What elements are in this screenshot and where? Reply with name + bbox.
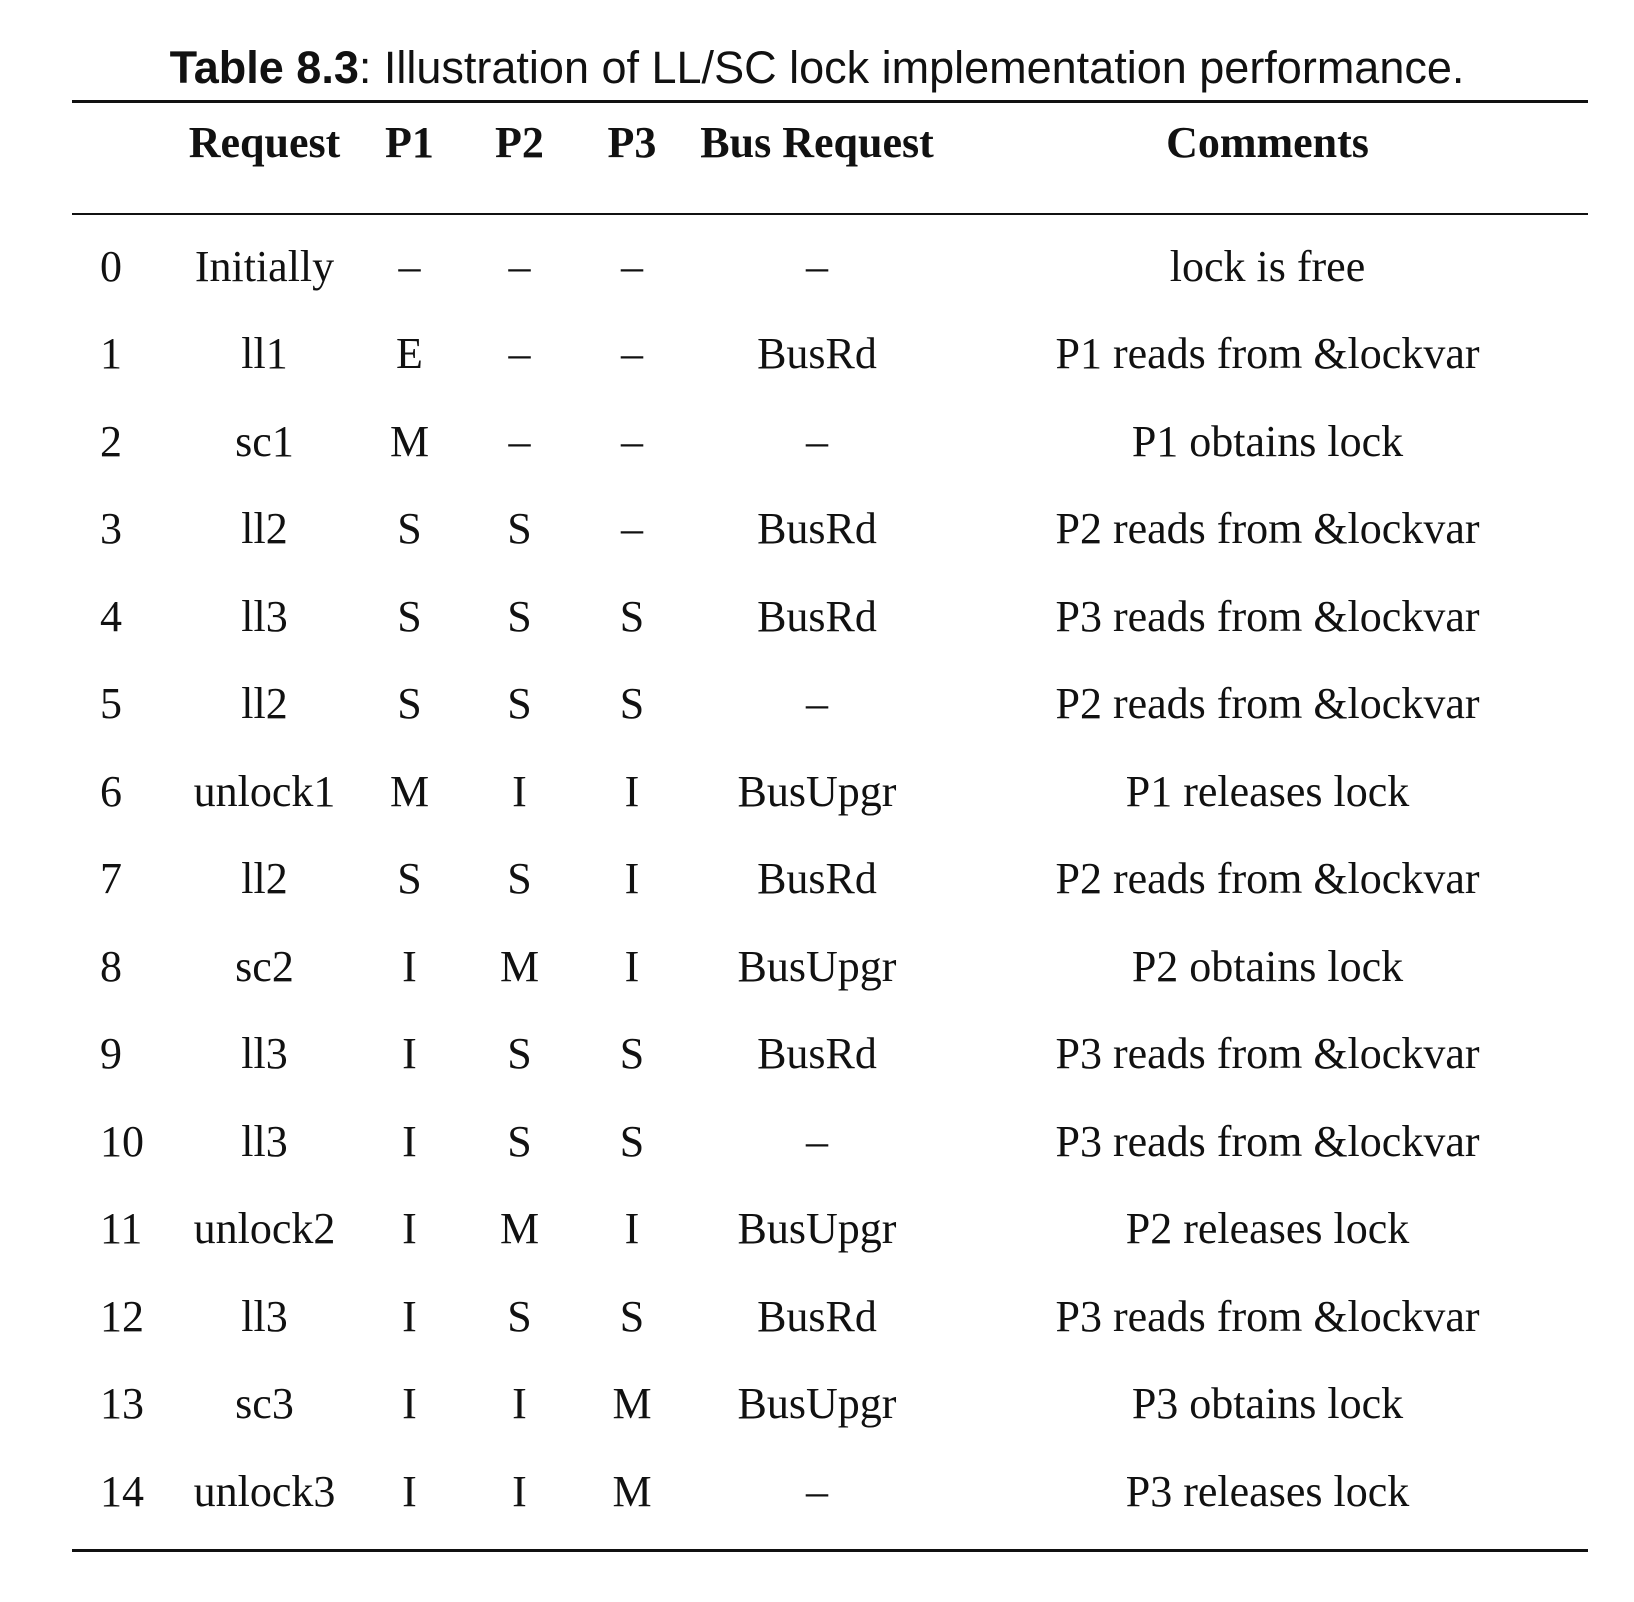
table-row bbox=[72, 311, 1588, 399]
cell-p3: S bbox=[619, 1029, 645, 1079]
cell-p2: – bbox=[508, 329, 531, 379]
table-row bbox=[72, 223, 1588, 311]
cell-p1: I bbox=[402, 1116, 417, 1166]
cell-index: 12 bbox=[100, 1291, 144, 1341]
cell-p1: M bbox=[389, 766, 430, 816]
table-row bbox=[72, 1098, 1588, 1186]
cell-comment: P3 obtains lock bbox=[1131, 1379, 1404, 1429]
cell-p3: – bbox=[621, 329, 643, 379]
header-p3: P3 bbox=[607, 118, 657, 167]
cell-p3: M bbox=[612, 1466, 652, 1516]
cell-bus-request: – bbox=[806, 241, 828, 291]
cell-p3: – bbox=[621, 241, 643, 291]
table-row bbox=[72, 1361, 1588, 1449]
cell-bus-request: – bbox=[806, 679, 828, 729]
cell-comment: P1 releases lock bbox=[1125, 766, 1410, 816]
cell-index: 5 bbox=[100, 679, 122, 729]
cell-index: 2 bbox=[100, 416, 122, 466]
cell-bus-request: BusRd bbox=[757, 591, 877, 641]
cell-p1: E bbox=[396, 329, 423, 379]
cell-p2: I bbox=[512, 1466, 527, 1516]
cell-p1: I bbox=[402, 1291, 417, 1341]
cell-comment: P3 reads from &lockvar bbox=[1055, 1291, 1480, 1341]
cell-bus-request: BusRd bbox=[757, 504, 877, 554]
cell-comment: P2 reads from &lockvar bbox=[1055, 504, 1480, 554]
table-row bbox=[72, 1186, 1588, 1274]
table-caption bbox=[0, 38, 1634, 98]
cell-request: ll2 bbox=[241, 679, 288, 729]
cell-p2: S bbox=[507, 1029, 532, 1079]
table-row bbox=[72, 1448, 1588, 1536]
cell-p3: – bbox=[621, 416, 643, 466]
header-p2: P2 bbox=[495, 118, 544, 167]
cell-request: ll2 bbox=[241, 504, 288, 554]
cell-request: ll3 bbox=[241, 1029, 288, 1079]
cell-p3: I bbox=[624, 1204, 640, 1254]
table-row bbox=[72, 661, 1588, 749]
cell-p1: – bbox=[398, 241, 421, 291]
table-row bbox=[72, 1011, 1588, 1099]
cell-index: 1 bbox=[100, 329, 122, 379]
cell-p1: M bbox=[389, 416, 430, 466]
cell-comment: P2 obtains lock bbox=[1131, 941, 1404, 991]
cell-p1: I bbox=[402, 1204, 417, 1254]
cell-comment: P3 reads from &lockvar bbox=[1055, 1116, 1480, 1166]
cell-comment: P1 obtains lock bbox=[1131, 416, 1404, 466]
cell-p2: I bbox=[512, 766, 527, 816]
lock-performance-table bbox=[72, 103, 1588, 1536]
cell-bus-request: BusUpgr bbox=[737, 1204, 897, 1254]
cell-p3: I bbox=[624, 854, 640, 904]
cell-p2: S bbox=[507, 854, 532, 904]
cell-p2: S bbox=[507, 591, 532, 641]
cell-p3: I bbox=[624, 941, 640, 991]
cell-p3: S bbox=[619, 679, 645, 729]
cell-p2: S bbox=[507, 679, 532, 729]
cell-bus-request: BusRd bbox=[757, 854, 877, 904]
header-bus-request: Bus Request bbox=[700, 118, 934, 167]
header-request: Request bbox=[188, 118, 341, 167]
cell-p1: I bbox=[402, 1466, 417, 1516]
header-p1: P1 bbox=[385, 118, 434, 167]
cell-bus-request: – bbox=[806, 1466, 828, 1516]
table-row bbox=[72, 1273, 1588, 1361]
cell-request: Initially bbox=[194, 241, 335, 291]
cell-p3: M bbox=[612, 1379, 652, 1429]
cell-comment: P2 reads from &lockvar bbox=[1055, 679, 1480, 729]
header-row bbox=[72, 103, 1588, 223]
cell-p1: I bbox=[402, 941, 417, 991]
cell-index: 13 bbox=[100, 1379, 144, 1429]
cell-comment: P2 releases lock bbox=[1125, 1204, 1410, 1254]
cell-index: 0 bbox=[100, 241, 122, 291]
table-row bbox=[72, 398, 1588, 486]
cell-request: sc2 bbox=[235, 941, 294, 991]
cell-bus-request: – bbox=[806, 1116, 828, 1166]
cell-p2: S bbox=[507, 1116, 532, 1166]
cell-bus-request: – bbox=[806, 416, 828, 466]
caption-label: Table 8.3 bbox=[169, 42, 359, 93]
cell-index: 11 bbox=[100, 1204, 143, 1254]
cell-request: ll2 bbox=[241, 854, 288, 904]
cell-p2: S bbox=[507, 1291, 532, 1341]
table-row bbox=[72, 923, 1588, 1011]
cell-p1: S bbox=[397, 854, 422, 904]
cell-request: unlock2 bbox=[193, 1204, 336, 1254]
cell-request: unlock1 bbox=[193, 766, 336, 816]
cell-comment: P2 reads from &lockvar bbox=[1055, 854, 1480, 904]
cell-p3: S bbox=[619, 591, 645, 641]
cell-p3: I bbox=[624, 766, 640, 816]
header-comments: Comments bbox=[1166, 118, 1369, 167]
cell-p2: M bbox=[499, 1204, 540, 1254]
cell-request: sc3 bbox=[235, 1379, 294, 1429]
cell-bus-request: BusUpgr bbox=[737, 1379, 897, 1429]
cell-p1: S bbox=[397, 591, 422, 641]
cell-p1: I bbox=[402, 1029, 417, 1079]
table-row bbox=[72, 748, 1588, 836]
table-row bbox=[72, 486, 1588, 574]
table-body bbox=[72, 223, 1588, 1536]
cell-index: 8 bbox=[100, 941, 122, 991]
cell-bus-request: BusUpgr bbox=[737, 941, 897, 991]
table-row bbox=[72, 836, 1588, 924]
cell-index: 9 bbox=[100, 1029, 122, 1079]
cell-bus-request: BusRd bbox=[757, 1291, 877, 1341]
cell-p3: S bbox=[619, 1116, 645, 1166]
cell-p1: S bbox=[397, 679, 422, 729]
cell-index: 7 bbox=[100, 854, 122, 904]
cell-p2: – bbox=[508, 241, 531, 291]
cell-bus-request: BusUpgr bbox=[737, 766, 897, 816]
cell-p1: S bbox=[397, 504, 422, 554]
cell-request: ll3 bbox=[241, 1291, 288, 1341]
cell-index: 10 bbox=[100, 1116, 144, 1166]
cell-index: 6 bbox=[100, 766, 122, 816]
cell-bus-request: BusRd bbox=[757, 329, 877, 379]
caption-text: : Illustration of LL/SC lock implementation performance. bbox=[358, 42, 1465, 93]
cell-comment: lock is free bbox=[1169, 241, 1366, 291]
cell-index: 14 bbox=[100, 1466, 144, 1516]
header-index bbox=[72, 103, 172, 223]
cell-p2: – bbox=[508, 416, 531, 466]
cell-comment: P3 releases lock bbox=[1125, 1466, 1410, 1516]
cell-p2: I bbox=[512, 1379, 527, 1429]
cell-comment: P1 reads from &lockvar bbox=[1055, 329, 1480, 379]
cell-request: ll3 bbox=[241, 591, 288, 641]
bottom-rule bbox=[72, 1549, 1588, 1552]
cell-index: 4 bbox=[100, 591, 122, 641]
cell-index: 3 bbox=[100, 504, 122, 554]
cell-p3: – bbox=[621, 504, 643, 554]
cell-p3: S bbox=[619, 1291, 645, 1341]
cell-request: unlock3 bbox=[193, 1466, 336, 1516]
cell-p1: I bbox=[402, 1379, 417, 1429]
cell-request: ll1 bbox=[241, 329, 288, 379]
cell-p2: S bbox=[507, 504, 532, 554]
cell-p2: M bbox=[499, 941, 540, 991]
table-row bbox=[72, 573, 1588, 661]
cell-comment: P3 reads from &lockvar bbox=[1055, 1029, 1480, 1079]
cell-request: ll3 bbox=[241, 1116, 288, 1166]
cell-request: sc1 bbox=[235, 416, 294, 466]
cell-comment: P3 reads from &lockvar bbox=[1055, 591, 1480, 641]
cell-bus-request: BusRd bbox=[757, 1029, 877, 1079]
